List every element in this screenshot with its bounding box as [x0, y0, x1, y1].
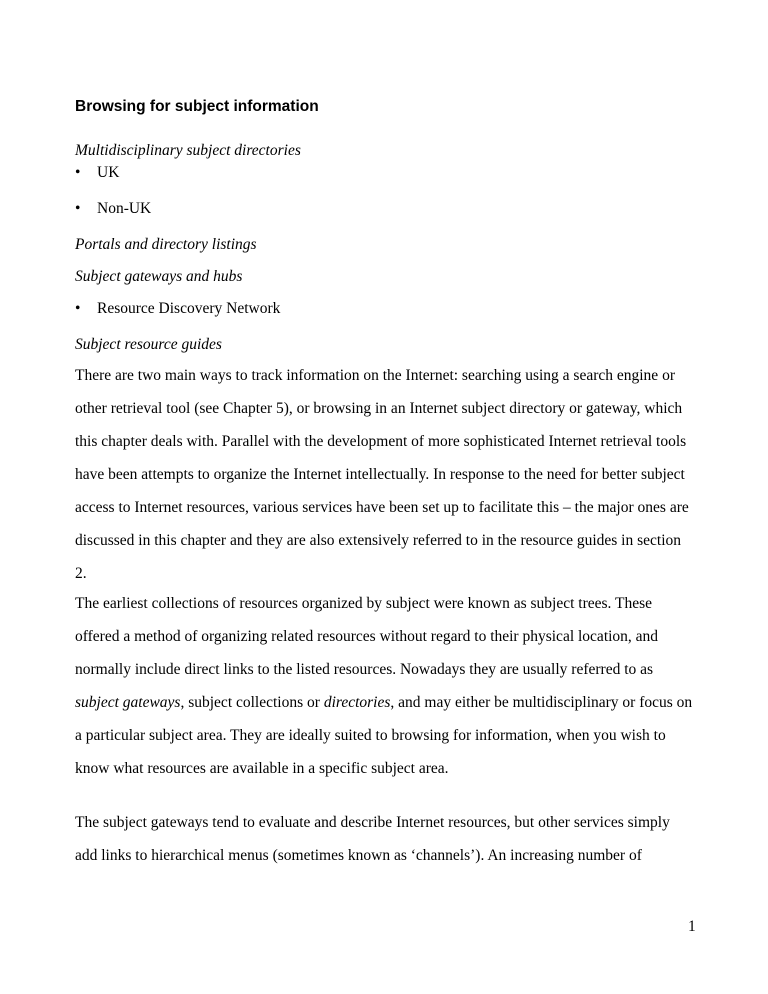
paragraph-line: discussed in this chapter and they are also extensively referred to in the resource guides in section: [75, 532, 682, 549]
paragraph-line: offered a method of organizing related resources without regard to their physical location, and: [75, 628, 659, 645]
text-run: , and may either be multidisciplinary or focus on: [390, 694, 693, 711]
emphasis-subject-gateways: subject gateways: [75, 694, 181, 711]
paragraph-line: There are two main ways to track information on the Internet: searching using a search engine or: [75, 367, 675, 384]
subheading-resource-guides: Subject resource guides: [75, 336, 222, 353]
bullet-text: Non-UK: [97, 200, 152, 217]
subheading-gateways: Subject gateways and hubs: [75, 268, 243, 285]
paragraph-1: [75, 359, 705, 590]
page-number: 1: [688, 918, 696, 935]
bullet-text: Resource Discovery Network: [97, 300, 281, 317]
paragraph-line: The subject gateways tend to evaluate and describe Internet resources, but other services simply: [75, 814, 670, 831]
emphasis-directories: directories: [323, 694, 391, 711]
paragraph-line: access to Internet resources, various services have been set up to facilitate this – the major ones are: [75, 499, 689, 516]
bullet-icon: •: [75, 200, 81, 217]
paragraph-line: 2.: [75, 565, 87, 582]
paragraph-line: other retrieval tool (see Chapter 5), or browsing in an Internet subject directory or gateway, which: [75, 400, 683, 417]
paragraph-line: add links to hierarchical menus (sometimes known as ‘channels’). An increasing number of: [75, 847, 642, 864]
bullet-icon: •: [75, 300, 81, 317]
paragraph-line: The earliest collections of resources organized by subject were known as subject trees. These: [75, 595, 653, 612]
section-heading: Browsing for subject information: [75, 98, 319, 115]
subheading-portals: Portals and directory listings: [75, 236, 257, 253]
bullet-text: UK: [97, 164, 120, 181]
paragraph-2: [75, 587, 705, 785]
paragraph-line: this chapter deals with. Parallel with the development of more sophisticated Internet retrieval tools: [75, 433, 687, 450]
paragraph-3: [75, 806, 705, 872]
subheading-multidisciplinary: Multidisciplinary subject directories: [75, 142, 301, 159]
paragraph-line: have been attempts to organize the Internet intellectually. In response to the need for better subject: [75, 466, 685, 483]
paragraph-line: a particular subject area. They are ideally suited to browsing for information, when you wish to: [75, 727, 666, 744]
text-run: , subject collections or: [180, 694, 324, 711]
paragraph-line: know what resources are available in a specific subject area.: [75, 760, 449, 777]
bullet-icon: •: [75, 164, 81, 181]
paragraph-line: normally include direct links to the listed resources. Nowadays they are usually referred to as: [75, 661, 654, 678]
paragraph-line: [75, 686, 705, 719]
